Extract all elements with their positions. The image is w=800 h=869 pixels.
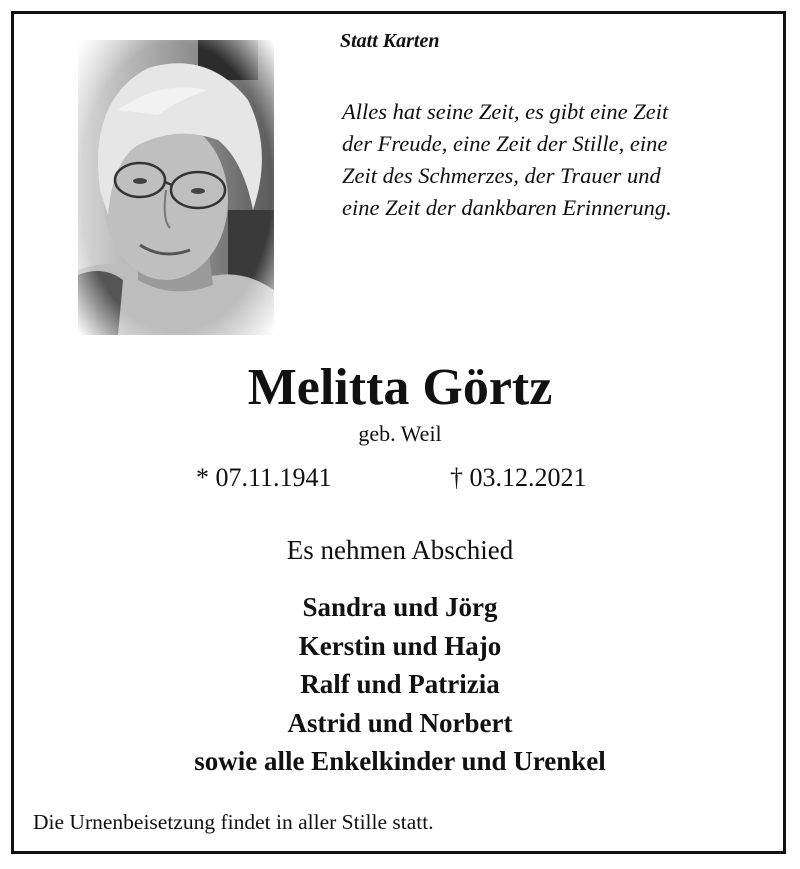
quote (342, 96, 772, 224)
birth-date: * 07.11.1941 (196, 463, 332, 492)
header-statt-karten: Statt Karten (340, 30, 440, 52)
portrait-photo (78, 40, 274, 335)
quote-line: Alles hat seine Zeit, es gibt eine Zeit (342, 99, 669, 124)
deceased-name: Melitta Görtz (247, 359, 553, 416)
mourner: Sandra und Jörg (302, 592, 498, 622)
mourner: Kerstin und Hajo (298, 630, 502, 661)
farewell-line: Es nehmen Abschied (286, 535, 514, 565)
quote-line: Zeit des Schmerzes, der Trauer und (342, 163, 661, 188)
portrait-image (78, 40, 274, 335)
mourner: Ralf und Patrizia (300, 669, 500, 699)
death-date: † 03.12.2021 (450, 463, 587, 492)
quote-line: eine Zeit der dankbaren Erinnerung. (342, 195, 672, 220)
footer-note: Die Urnenbeisetzung findet in aller Stille statt. (33, 810, 434, 834)
mourner: Astrid und Norbert (287, 707, 513, 738)
quote-line: der Freude, eine Zeit der Stille, eine (342, 131, 668, 156)
maiden-name: geb. Weil (358, 421, 442, 446)
mourners-list (0, 588, 800, 781)
mourner: sowie alle Enkelkinder und Urenkel (194, 746, 606, 776)
